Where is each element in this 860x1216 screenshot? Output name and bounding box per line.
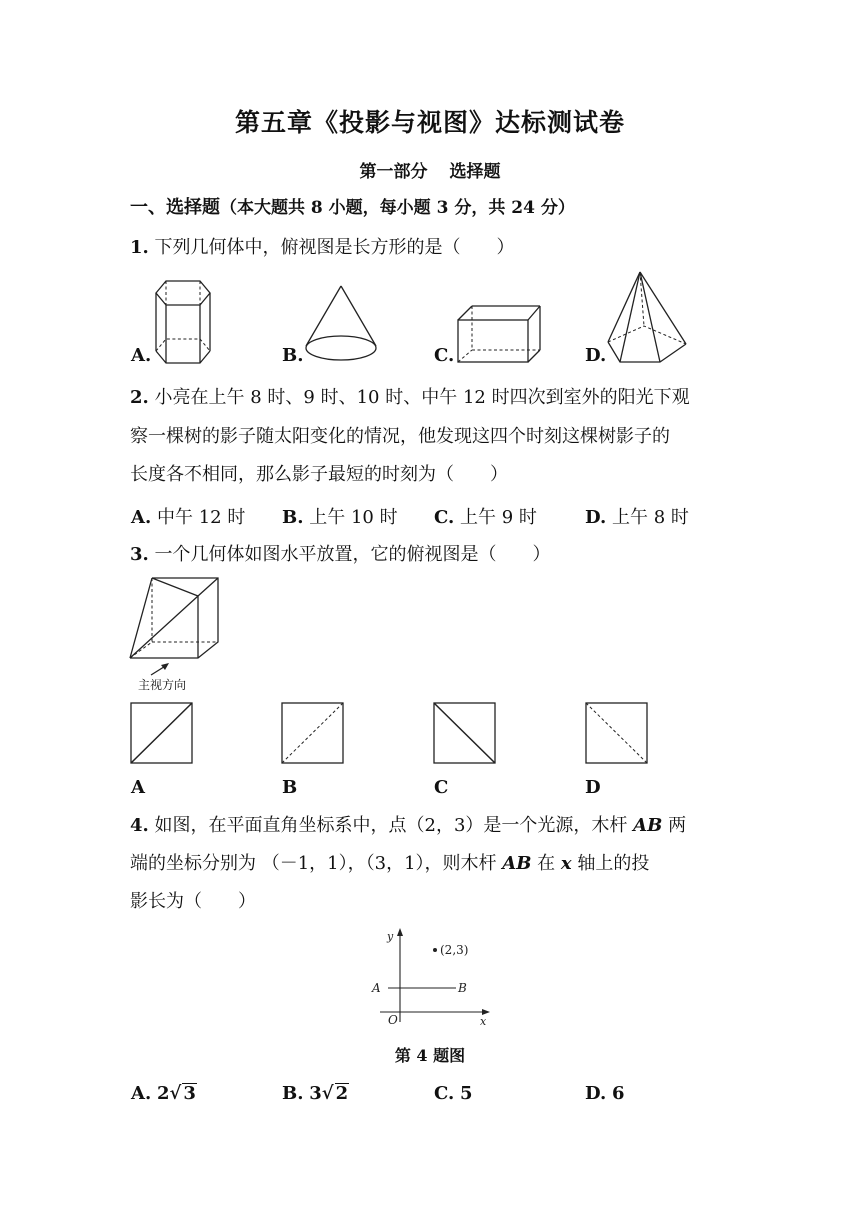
option-text: 中午 12 时 xyxy=(156,507,246,528)
question-number: 1. xyxy=(130,237,149,258)
option-label: A. xyxy=(131,1083,152,1104)
option-text: 上午 10 时 xyxy=(309,507,398,528)
part-heading xyxy=(0,157,860,182)
option-coefficient: 3 xyxy=(309,1083,322,1104)
question-text-line-2b: 在 xyxy=(531,853,561,874)
rod-name: AB xyxy=(633,815,663,836)
option-coefficient: 2 xyxy=(156,1083,170,1104)
option-label: D. xyxy=(585,1083,607,1104)
q2-option-b xyxy=(282,503,398,529)
q4-option-a xyxy=(131,1083,197,1104)
question-number: 4. xyxy=(130,815,149,836)
section-title: 一、选择题 xyxy=(130,197,220,218)
cone-figure xyxy=(300,284,382,364)
option-label: C. xyxy=(434,1083,455,1104)
hexagonal-prism-figure xyxy=(148,278,218,368)
question-text: 下列几何体中，俯视图是长方形的是（ ） xyxy=(154,237,515,258)
page-title: 第五章《投影与视图》达标测试卷 xyxy=(234,108,625,137)
option-label: C. xyxy=(434,507,455,528)
y-axis-label: y xyxy=(387,930,394,943)
q1-option-a-label: A. xyxy=(131,345,152,366)
section-heading xyxy=(130,195,740,221)
y-axis-arrow-icon xyxy=(397,928,403,936)
part-name: 选择题 xyxy=(449,162,501,182)
q1-option-b-label: B. xyxy=(282,345,304,366)
section-note: （本大题共 8 小题，每小题 3 分，共 24 分） xyxy=(220,198,575,218)
sqrt-icon: √ xyxy=(321,1083,334,1104)
question-2-line-2: 察一棵树的影子随太阳变化的情况，他发现这四个时刻这棵树影子的 xyxy=(130,426,670,447)
option-text: 6 xyxy=(611,1083,625,1104)
rod-name: AB xyxy=(502,853,532,874)
light-source-label: (2,3) xyxy=(440,943,469,957)
pentagonal-pyramid-figure xyxy=(604,270,690,366)
q3-option-d-figure xyxy=(585,702,649,764)
q1-option-c-label: C. xyxy=(434,345,455,366)
sqrt-icon: √ xyxy=(169,1083,182,1104)
question-text-line-2a: 端的坐标分别为 （－1，1），（3，1），则木杆 xyxy=(130,853,503,874)
q3-option-c-figure xyxy=(433,702,497,764)
q3-option-a-label: A xyxy=(131,777,145,798)
q3-option-c-label: C xyxy=(434,777,449,798)
origin-label: O xyxy=(388,1013,398,1027)
question-text-line-1b: 两 xyxy=(662,815,687,836)
option-radicand: 2 xyxy=(335,1083,349,1104)
q4-option-d xyxy=(585,1083,625,1104)
question-number: 2. xyxy=(130,387,149,408)
question-3 xyxy=(130,542,740,568)
light-source-point xyxy=(433,948,437,952)
q1-option-d-label: D. xyxy=(585,345,607,366)
axis-variable: x xyxy=(560,853,572,874)
question-1 xyxy=(130,235,740,261)
question-4 xyxy=(130,813,740,839)
question-text: 一个几何体如图水平放置，它的俯视图是（ ） xyxy=(154,544,551,565)
q3-option-b-figure xyxy=(281,702,345,764)
option-radicand: 3 xyxy=(183,1083,196,1104)
q3-option-d-label: D xyxy=(585,777,601,798)
q3-option-b-label: B xyxy=(282,777,298,798)
question-4-line-3: 影长为（ ） xyxy=(130,891,256,912)
q3-option-a-figure xyxy=(130,702,194,764)
q2-option-c xyxy=(434,503,537,529)
question-text-line-2c: 轴上的投 xyxy=(571,853,650,874)
option-text: 上午 9 时 xyxy=(460,507,537,528)
option-label: A. xyxy=(131,507,152,528)
question-2 xyxy=(130,385,740,411)
q4-coordinate-figure xyxy=(360,924,500,1028)
question-text-line-1: 小亮在上午 8 时、9 时、10 时、中午 12 时四次到室外的阳光下观 xyxy=(154,387,690,408)
point-a-label: A xyxy=(372,981,381,995)
x-axis-label: x xyxy=(480,1015,487,1028)
question-text-line-1a: 如图，在平面直角坐标系中，点（2，3）是一个光源，木杆 xyxy=(154,815,634,836)
question-2-line-3: 长度各不相同，那么影子最短的时刻为（ ） xyxy=(130,464,508,485)
q4-option-b xyxy=(282,1083,349,1104)
cuboid-figure xyxy=(456,304,544,366)
q2-option-d xyxy=(585,503,689,529)
q2-option-a xyxy=(131,503,245,529)
option-text: 上午 8 时 xyxy=(611,507,689,528)
option-text: 5 xyxy=(460,1083,473,1104)
figure-caption: 第 4 题图 xyxy=(394,1046,466,1065)
option-label: B. xyxy=(282,1083,304,1104)
question-number: 3. xyxy=(130,544,149,565)
q3-solid-figure xyxy=(128,576,222,666)
point-b-label: B xyxy=(458,981,467,995)
question-4-line-2 xyxy=(130,851,740,877)
option-label: D. xyxy=(585,507,607,528)
option-label: B. xyxy=(282,507,304,528)
view-direction-label: 主视方向 xyxy=(138,678,187,692)
part-label: 第一部分 xyxy=(359,162,428,182)
q4-option-c xyxy=(434,1083,473,1104)
